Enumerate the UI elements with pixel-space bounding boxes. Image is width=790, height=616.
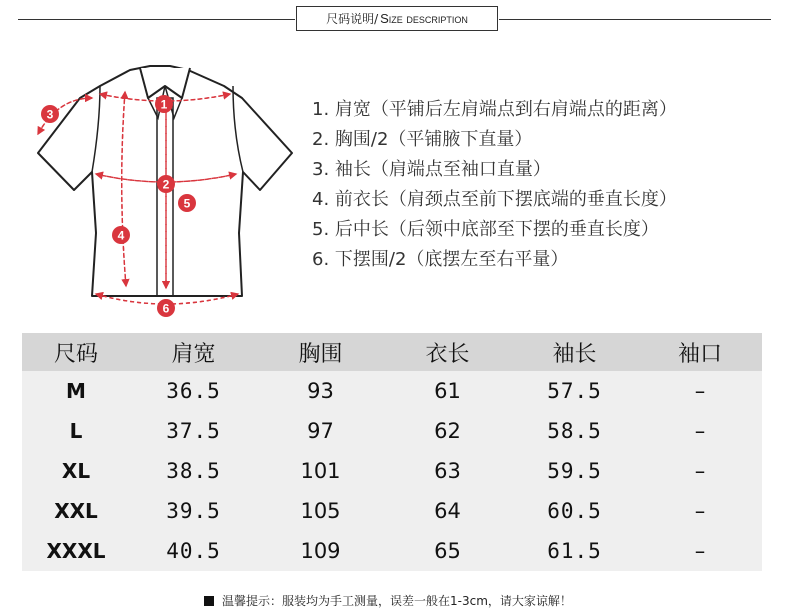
cell-length: 61 <box>434 379 461 403</box>
cell-size: XL <box>61 459 91 483</box>
svg-text:4: 4 <box>117 228 125 243</box>
section-title-en: Size description <box>380 11 468 26</box>
header-cuff: 袖口 <box>677 341 722 367</box>
note-text: 温馨提示：服装均为手工测量，误差一般在1-3cm，请大家谅解！ <box>222 594 572 608</box>
marker-4 <box>112 226 130 244</box>
marker-3 <box>41 105 59 123</box>
table-header-row <box>22 333 762 371</box>
cell-chest: 97 <box>307 419 334 443</box>
cell-size: XXXL <box>46 539 106 563</box>
header-shoulder: 肩宽 <box>171 341 216 367</box>
cell-size: L <box>69 419 83 443</box>
header-size: 尺码 <box>53 341 98 367</box>
cell-cuff: – <box>694 499 706 523</box>
svg-text:1: 1 <box>160 97 168 112</box>
legend-item-back-length: 5. 后中长（后领中底部至下摆的垂直长度） <box>312 219 659 240</box>
cell-shoulder: 37.5 <box>166 419 221 443</box>
cell-sleeve: 60.5 <box>547 499 602 523</box>
cell-cuff: – <box>694 419 706 443</box>
header-sleeve: 袖长 <box>552 341 597 367</box>
cell-shoulder: 40.5 <box>166 539 221 563</box>
cell-length: 65 <box>434 539 461 563</box>
cell-sleeve: 58.5 <box>547 419 602 443</box>
svg-text:6: 6 <box>162 301 170 316</box>
measurement-note <box>204 592 572 609</box>
table-row <box>22 451 762 491</box>
legend-item-front-length: 4. 前衣长（肩颈点至前下摆底端的垂直长度） <box>312 189 677 210</box>
cell-length: 64 <box>434 499 461 523</box>
legend-item-sleeve: 3. 袖长（肩端点至袖口直量） <box>312 159 551 180</box>
shirt-illustration <box>30 58 300 328</box>
svg-text:3: 3 <box>46 107 54 122</box>
cell-sleeve: 61.5 <box>547 539 602 563</box>
table-row <box>22 411 762 451</box>
section-title <box>296 6 498 31</box>
cell-length: 63 <box>434 459 461 483</box>
marker-2 <box>157 175 175 193</box>
cell-length: 62 <box>434 419 461 443</box>
cell-chest: 105 <box>300 499 341 523</box>
cell-shoulder: 36.5 <box>166 379 221 403</box>
shirt-measurement-diagram <box>30 58 300 328</box>
table-row <box>22 491 762 531</box>
svg-text:2: 2 <box>162 177 170 192</box>
header-rule-left <box>18 19 295 20</box>
legend-item-shoulder: 1. 肩宽（平铺后左肩端点到右肩端点的距离） <box>312 99 677 120</box>
header-length: 衣长 <box>425 341 470 367</box>
measurement-legend <box>312 95 677 275</box>
cell-cuff: – <box>694 539 706 563</box>
table-row <box>22 531 762 571</box>
legend-item-hem: 6. 下摆围/2（底摆左至右平量） <box>312 249 569 270</box>
cell-cuff: – <box>694 379 706 403</box>
table-row <box>22 371 762 411</box>
cell-chest: 109 <box>300 539 341 563</box>
marker-6 <box>157 299 175 317</box>
header-rule-right <box>499 19 771 20</box>
legend-item-chest: 2. 胸围/2（平铺腋下直量） <box>312 129 533 150</box>
cell-size: XXL <box>54 499 98 523</box>
bullet-square-icon <box>204 596 214 606</box>
header-chest: 胸围 <box>298 341 343 367</box>
cell-chest: 93 <box>307 379 334 403</box>
cell-chest: 101 <box>300 459 341 483</box>
cell-shoulder: 39.5 <box>166 499 221 523</box>
cell-sleeve: 57.5 <box>547 379 602 403</box>
marker-5 <box>178 194 196 212</box>
cell-size: M <box>66 379 86 403</box>
cell-cuff: – <box>694 459 706 483</box>
section-title-cn: 尺码说明/ <box>326 12 379 26</box>
size-table <box>22 333 762 571</box>
cell-sleeve: 59.5 <box>547 459 602 483</box>
svg-text:5: 5 <box>183 196 191 211</box>
cell-shoulder: 38.5 <box>166 459 221 483</box>
marker-1 <box>155 95 173 113</box>
